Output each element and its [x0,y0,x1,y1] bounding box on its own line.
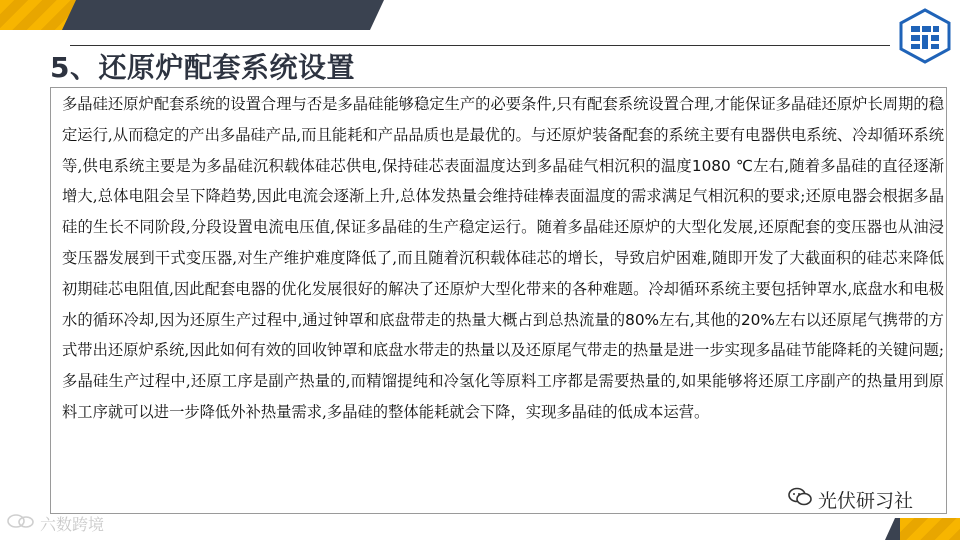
temperature-value: 1080 ℃ [691,156,754,175]
body-text-part: 多晶硅还原炉配套系统的设置合理与否是多晶硅能够稳定生产的必要条件,只有配套系统设置合理,才能保证多晶硅还原炉长周期的稳定运行,从而稳定的产出多晶硅产品,而且能耗和产品品质也是最优的。与还原炉装备配套的系统主要有电器供电系统、冷却循环系统等,供电系统主要是为多晶硅沉积载体硅芯供电,保持硅芯表面温度达到多晶硅气相沉积的温度 [62,95,944,175]
page-title: 5、还原炉配套系统设置 [50,51,355,84]
decorative-stripe-yellow-bottom [900,518,960,540]
percent-value: 80% [625,310,660,329]
decorative-bar-dark [62,0,384,30]
company-logo-icon [897,8,953,64]
body-text-part: 左右,随着多晶硅的直径逐渐增大,总体电阻会呈下降趋势,因此电流会逐渐上升,总体发热量会维持硅棒表面温度的需求满足气相沉积的要求;还原电器会根据多晶硅的生长不同阶段,分段设置电流电压值,保证多晶硅的生产稳定运行。随着多晶硅还原炉的大型化发展,还原配套的变压器也从油浸变压器发展到干式变压器,对生产维护难度降低了,而且随着沉积载体硅芯的增长，导致启炉困难,随即开发了大截面积的硅芯来降低初期硅芯电阻值,因此配套电器的优化发展很好的解决了还原炉大型化带来的各种难题。冷却循环系统主要包括钟罩水,底盘水和电极水的循环冷却,因为还原生产过程中,通过钟罩和底盘带走的热量大概占到总热流量的 [62,156,944,329]
body-text-part: 左右以还原尾气携带的方式带出还原炉系统,因此如何有效的回收钟罩和底盘水带走的热量以及还原尾气带走的热量是进一步实现多晶硅节能降耗的关键问题;多晶硅生产过程中,还原工序是副产热量的,而精馏提纯和冷氢化等原料工序都是需要热量的,如果能够将还原工序副产的热量用到原料工序就可以进一步降低外补热量需求,多晶硅的整体能耗就会下降，实现多晶硅的低成本运营。 [62,310,944,421]
watermark-left [6,512,104,534]
watermark-right-text: 光伏研习社 [818,489,914,512]
watermark-left-text: 六数跨境 [40,514,105,534]
chat-bubble-icon [6,512,36,534]
body-text-part: 左右,其他的 [659,310,741,329]
wechat-icon [788,487,812,512]
body-paragraph [62,89,944,428]
percent-value: 20% [740,310,775,329]
watermark-right [784,486,917,512]
